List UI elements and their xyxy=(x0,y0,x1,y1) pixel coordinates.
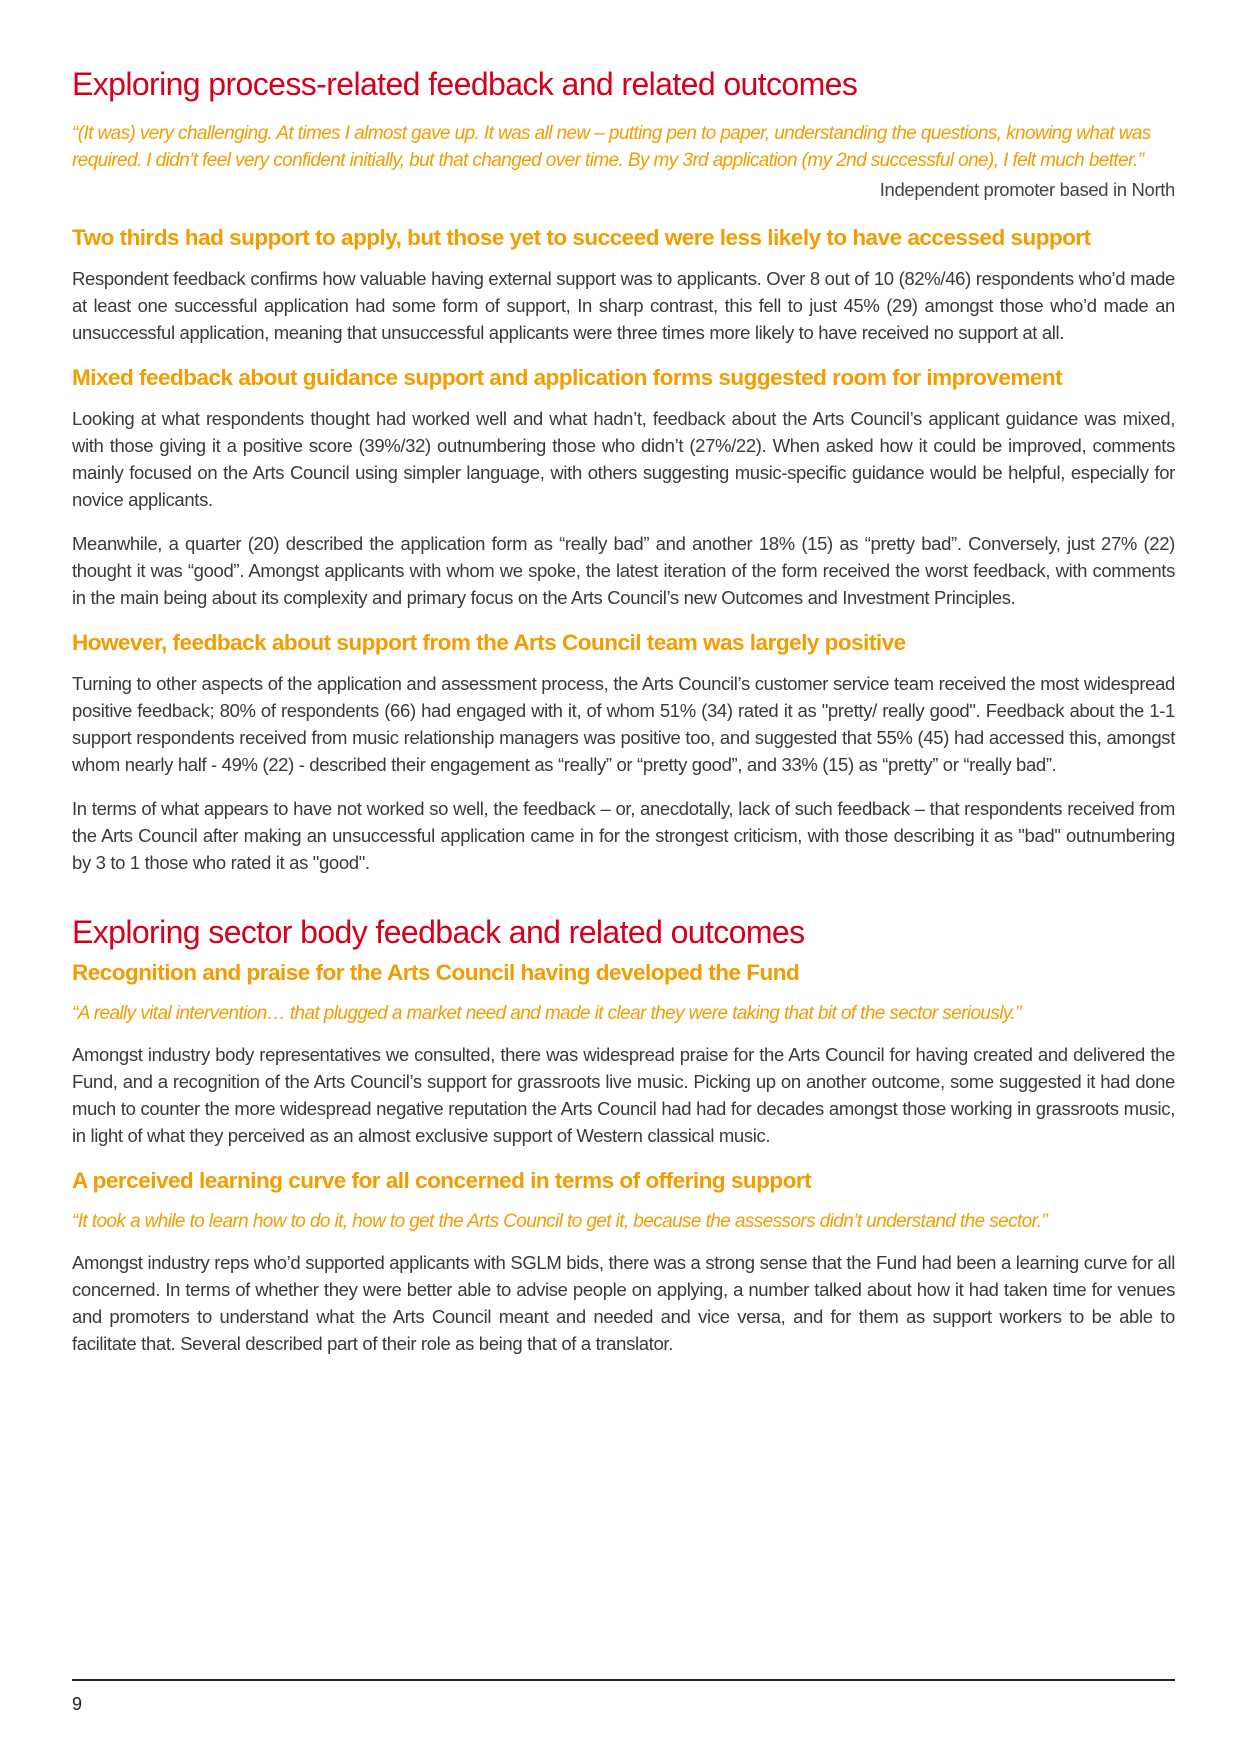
section-title-sector: Exploring sector body feedback and related outcomes xyxy=(72,914,805,950)
promoter-quote: “(It was) very challenging. At times I almost gave up. It was all new – putting pen to paper, understanding the questions, knowing what was required. I didn’t feel very confident initially, but that changed over time. By my 3rd application (my 2nd successful one), I felt much better.” xyxy=(72,123,1151,171)
learning-curve-quote: “It took a while to learn how to do it, how to get the Arts Council to get it, because the assessors didn’t understand the sector.” xyxy=(72,1211,1048,1232)
footer-divider xyxy=(72,1679,1175,1681)
paragraph-guidance-2: Meanwhile, a quarter (20) described the application form as “really bad” and another 18% (15) as “pretty bad”. Conversely, just 27% (22) thought it was “good”. Amongst applicants with whom we spoke, the latest iteration of the form received the worst feedback, with comments in the main being about its complexity and primary focus on the Arts Council’s new Outcomes and Investment Principles. xyxy=(72,533,1175,608)
paragraph-learning-curve: Amongst industry reps who’d supported applicants with SGLM bids, there was a strong sense that the Fund had been a learning curve for all concerned. In terms of whether they were better able to advise people on applying, a number talked about how it had taken time for venues and promoters to understand what the Arts Council meant and needed and vice versa, and for them as support workers to be able to facilitate that. Several described part of their role as being that of a translator. xyxy=(72,1252,1175,1354)
paragraph-guidance-1: Looking at what respondents thought had worked well and what hadn’t, feedback about the Arts Council’s applicant guidance was mixed, with those giving it a positive score (39%/32) outnumbering those who didn’t (27%/22). When asked how it could be improved, comments mainly focused on the Arts Council using simpler language, with others suggesting music-specific guidance would be helpful, especially for novice applicants. xyxy=(72,408,1175,510)
paragraph-team-1: Turning to other aspects of the application and assessment process, the Arts Council’s customer service team received the most widespread positive feedback; 80% of respondents (66) had engaged with it, of whom 51% (34) rated it as "pretty/ really good". Feedback about the 1-1 support respondents received from music relationship managers was positive too, and suggested that 55% (45) had accessed this, amongst whom nearly half - 49% (22) - described their engagement as “really” or “pretty good”, and 33% (15) as “pretty” or “really bad”. xyxy=(72,673,1175,775)
heading-team: However, feedback about support from the Arts Council team was largely positive xyxy=(72,630,906,655)
heading-learning-curve: A perceived learning curve for all concerned in terms of offering support xyxy=(72,1168,812,1193)
paragraph-team-2: In terms of what appears to have not worked so well, the feedback – or, anecdotally, lack of such feedback – that respondents received from the Arts Council after making an unsuccessful application came in for the strongest criticism, with those describing it as "bad" outnumbering by 3 to 1 those who rated it as "good". xyxy=(72,798,1175,873)
page-number: 9 xyxy=(72,1694,83,1714)
section-title-process: Exploring process-related feedback and related outcomes xyxy=(72,66,858,102)
page-content xyxy=(72,64,1175,1374)
quote-attribution: Independent promoter based in North xyxy=(879,179,1175,200)
heading-praise: Recognition and praise for the Arts Council having developed the Fund xyxy=(72,960,800,985)
heading-support: Two thirds had support to apply, but those yet to succeed were less likely to have accessed support xyxy=(72,225,1091,250)
paragraph-support: Respondent feedback confirms how valuable having external support was to applicants. Over 8 out of 10 (82%/46) respondents who’d made at least one successful application had some form of support, In sharp contrast, this fell to just 45% (29) amongst those who’d made an unsuccessful application, meaning that unsuccessful applicants were three times more likely to have received no support at all. xyxy=(72,268,1175,343)
praise-quote: “A really vital intervention… that plugged a market need and made it clear they were taking that bit of the sector seriously.” xyxy=(72,1003,1021,1024)
heading-guidance: Mixed feedback about guidance support and application forms suggested room for improvement xyxy=(72,365,1063,390)
paragraph-praise: Amongst industry body representatives we consulted, there was widespread praise for the Arts Council for having created and delivered the Fund, and a recognition of the Arts Council’s support for grassroots live music. Picking up on another outcome, some suggested it had done much to counter the more widespread negative reputation the Arts Council had had for decades amongst those working in grassroots music, in light of what they perceived as an almost exclusive support of Western classical music. xyxy=(72,1044,1175,1146)
